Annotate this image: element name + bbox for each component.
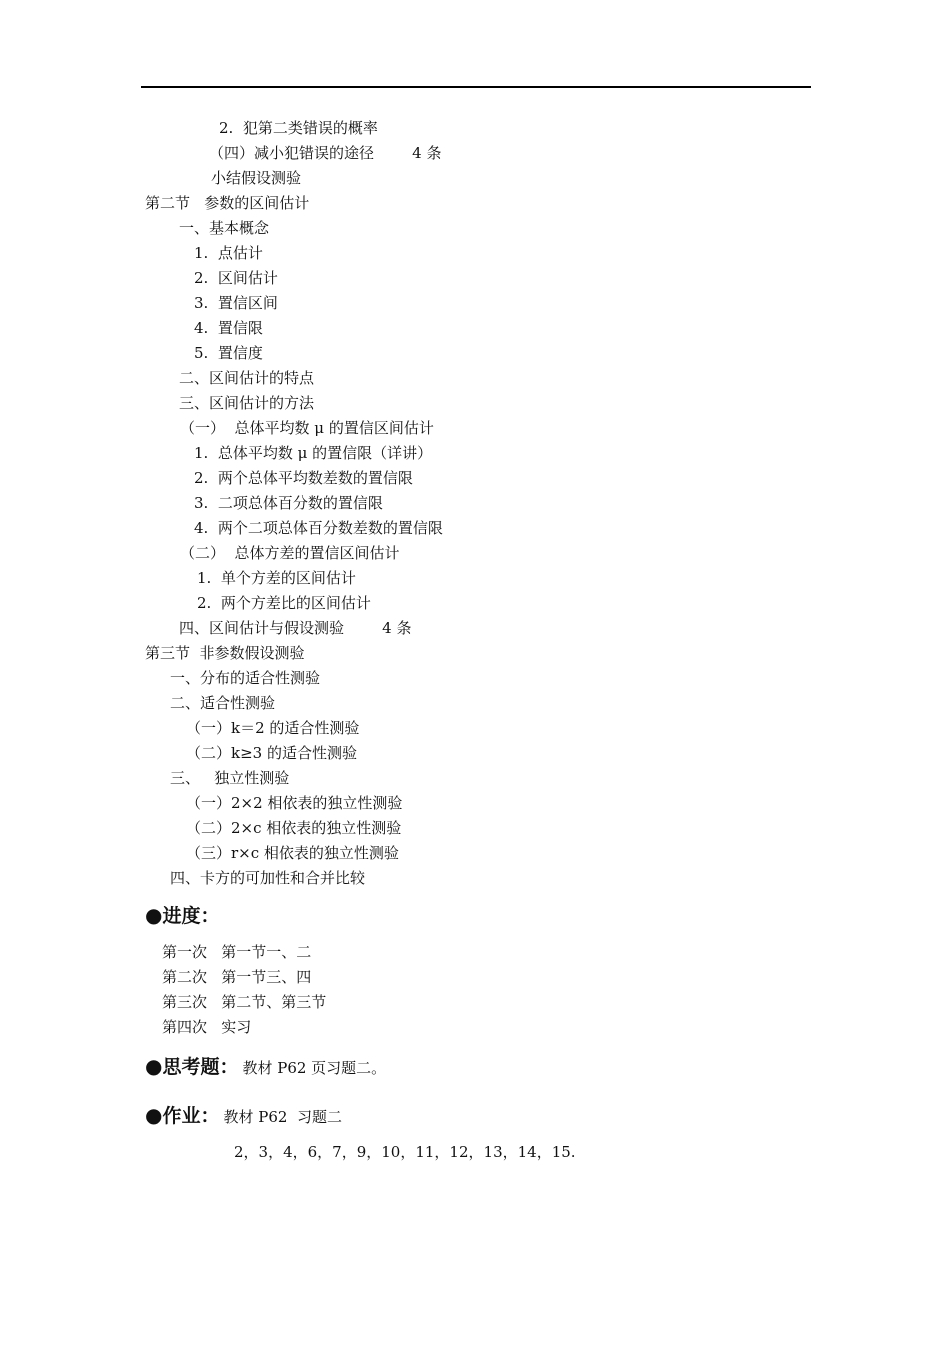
progress-item: 第三次 第二节、第三节: [162, 993, 327, 1011]
outline-line: （二）k≥3 的适合性测验: [186, 744, 357, 762]
outline-line: 小结假设测验: [211, 169, 302, 187]
bullet-icon: ●: [145, 1054, 163, 1078]
outline-line: （一）k＝2 的适合性测验: [186, 719, 360, 737]
bullet-icon: ●: [145, 1103, 163, 1127]
outline-line: 2. 两个方差比的区间估计: [197, 594, 371, 612]
outline-line: 5. 置信度: [194, 344, 263, 362]
section-title: 第二节 参数的区间估计: [145, 194, 310, 212]
questions-label: 思考题：: [162, 1056, 239, 1078]
progress-item: 第二次 第一节三、四: [162, 968, 312, 986]
outline-line: 2. 两个总体平均数差数的置信限: [194, 469, 413, 487]
outline-line: 四、卡方的可加性和合并比较: [170, 869, 366, 887]
outline-line: 一、基本概念: [179, 219, 270, 237]
homework-label: 作业：: [162, 1105, 220, 1127]
header-rule: [141, 86, 811, 88]
outline-line: 二、区间估计的特点: [179, 369, 315, 387]
outline-line: 1. 总体平均数 μ 的置信限（详讲）: [194, 444, 433, 462]
outline-line: （一）2×2 相依表的独立性测验: [186, 794, 403, 812]
progress-item: 第四次 实习: [162, 1018, 252, 1036]
questions-heading: [145, 1054, 386, 1080]
outline-line: 3. 置信区间: [194, 294, 278, 312]
outline-line: 2. 区间估计: [194, 269, 278, 287]
outline-line: 一、分布的适合性测验: [170, 669, 321, 687]
homework-numbers: 2，3，4，6，7，9，10，11，12，13，14，15.: [234, 1143, 576, 1161]
homework-text: 教材 P62 习题二: [223, 1108, 342, 1126]
progress-item: 第一次 第一节一、二: [162, 943, 312, 961]
outline-line: 4. 置信限: [194, 319, 263, 337]
outline-line: （一） 总体平均数 μ 的置信区间估计: [180, 419, 434, 437]
outline-line: 4. 两个二项总体百分数差数的置信限: [194, 519, 443, 537]
bullet-icon: ●: [145, 903, 163, 927]
progress-heading: [145, 903, 219, 928]
outline-line: 四、区间估计与假设测验 4 条: [179, 619, 412, 637]
outline-line: 3. 二项总体百分数的置信限: [194, 494, 383, 512]
homework-heading: [145, 1103, 342, 1129]
outline-line: （二） 总体方差的置信区间估计: [180, 544, 400, 562]
questions-text: 教材 P62 页习题二。: [242, 1059, 387, 1077]
outline-line: （四）减小犯错误的途径 4 条: [209, 144, 442, 162]
outline-line: （三）r×c 相依表的独立性测验: [186, 844, 399, 862]
outline-line: 1. 点估计: [194, 244, 263, 262]
outline-line: 三、 独立性测验: [170, 769, 290, 787]
outline-line: 1. 单个方差的区间估计: [197, 569, 356, 587]
outline-line: 三、区间估计的方法: [179, 394, 315, 412]
progress-label: 进度：: [162, 905, 220, 927]
outline-line: （二）2×c 相依表的独立性测验: [186, 819, 402, 837]
section-title: 第三节 非参数假设测验: [145, 644, 305, 662]
outline-line: 2. 犯第二类错误的概率: [219, 119, 378, 137]
outline-line: 二、适合性测验: [170, 694, 276, 712]
